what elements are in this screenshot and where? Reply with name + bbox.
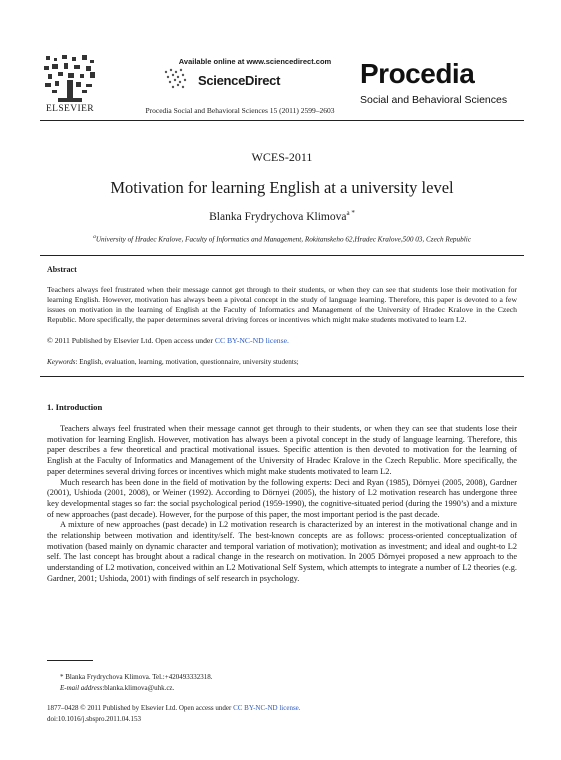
- procedia-wordmark: Procedia: [360, 58, 475, 89]
- corresponding-author-footnote: * Blanka Frydrychova Klimova. Tel.:+420493332318.: [60, 673, 213, 681]
- abstract-top-divider: [40, 255, 524, 256]
- affiliation-mark: a: [93, 234, 96, 240]
- author-marks: a *: [346, 209, 355, 217]
- journal-citation: Procedia Social and Behavioral Sciences 15 (2011) 2599–2603: [145, 106, 335, 115]
- header-divider: [40, 120, 524, 121]
- copyright-text: © 2011 Published by Elsevier Ltd. Open access under: [47, 336, 215, 345]
- keywords-list: : English, evaluation, learning, motivation, questionnaire, university students;: [75, 358, 299, 366]
- section-heading-introduction: 1. Introduction: [47, 402, 103, 412]
- elsevier-tree-logo: [40, 52, 100, 112]
- email-footnote: [60, 684, 174, 692]
- abstract-heading: Abstract: [47, 265, 77, 274]
- paper-title: Motivation for learning English at a university level: [110, 178, 454, 197]
- issn-text: 1877–0428 © 2011 Published by Elsevier Ltd. Open access under: [47, 704, 234, 712]
- sciencedirect-wordmark: ScienceDirect: [198, 73, 281, 88]
- license-link[interactable]: CC BY-NC-ND license.: [214, 336, 289, 345]
- procedia-subtitle: Social and Behavioral Sciences: [360, 94, 508, 106]
- author-line: [40, 209, 524, 223]
- email-address: :blanka.klimova@uhk.cz.: [102, 684, 175, 692]
- abstract-body: Teachers always feel frustrated when their message cannot get through to their students, or when they can see that students lose their motivation for learning English. However, motivation has always been a pivotal concept in the study of language learning. Therefore, this paper is devoted to a few issues on motivation in the learning of English at the Faculty of Informatics and Management of the University of Hradec Kralove in the Czech Republic. More specifically, the paper determines several driving forces or incentives which might make students motivated to learn L2.: [47, 285, 517, 325]
- keywords: [47, 358, 517, 366]
- issn-footer: [47, 704, 301, 712]
- affiliation-text: University of Hradec Kralove, Faculty of Informatics and Management, Rokitanskeho 62,Hradec Kralove,500 03, Czech Republic: [95, 235, 471, 244]
- email-label: E-mail address: [60, 684, 103, 692]
- abstract-copyright: [47, 336, 517, 346]
- footer-license-link[interactable]: CC BY-NC-ND license.: [233, 704, 301, 712]
- intro-paragraph: Teachers always feel frustrated when their message cannot get through to their students, or when they can see that students lose their motivation for learning English. However, motivation has always been a pivotal concept in the study of language learning. Therefore, this paper describes a few theoretical and practical motivational issues. Specific attention is then devoted to motivation for the learning of English at the Faculty of Informatics and Management of the University of Hradec Kralove in the Czech Republic. More specifically, the paper determines several driving forces or incentives which might make students motivated to learn L2.: [47, 424, 517, 476]
- affiliation: [40, 234, 524, 243]
- introduction-body: [47, 424, 517, 585]
- conference-name: WCES-2011: [251, 150, 313, 164]
- doi-footer: doi:10.1016/j.sbspro.2011.04.153: [47, 715, 142, 723]
- publisher-name: ELSEVIER: [45, 104, 95, 114]
- intro-paragraph: A mixture of new approaches (past decade) in L2 motivation research is characterized by an interest in the motivational change and in the relationship between motivation and identity/self. The best-known concepts are as follows: process-oriented conceptualization of motivation (based mainly on dynamic character and temporal variation of motivation); motivation as investment; and ideal and ought-to L2 self. The last concept has brought about a radical change in the research on motivation. In 2005 Dörnyei proposed a new approach to the understanding of L2 motivation, conceived within an L2 Motivational Self System, which attempts to integrate a number of L2 theories (e.g. Gardner, 2001; Ushioda, 2001) with findings of self research in psychology.: [47, 520, 517, 583]
- intro-paragraph: Much research has been done in the field of motivation by the following experts: Deci and Ryan (1985), Dörnyei (2005, 2008), Gardner (2001), Ushioda (2001, 2008), or Weiner (1992). According to Dörnyei (2005), the history of L2 motivation research has undergone three key developmental stages so far: the social psychological period (1959-1990), the cognitive-situated period (during the 1990’s) and a mixture of new approaches (past decade). However, for the purpose of this paper, the most important period is the past decade.: [47, 477, 517, 519]
- keywords-label: Keywords: [47, 358, 76, 366]
- author-name: Blanka Frydrychova Klimova: [209, 210, 347, 223]
- available-online-line: Available online at www.sciencedirect.com: [178, 57, 332, 66]
- abstract-bottom-divider: [40, 376, 524, 377]
- footnote-divider: [47, 660, 93, 661]
